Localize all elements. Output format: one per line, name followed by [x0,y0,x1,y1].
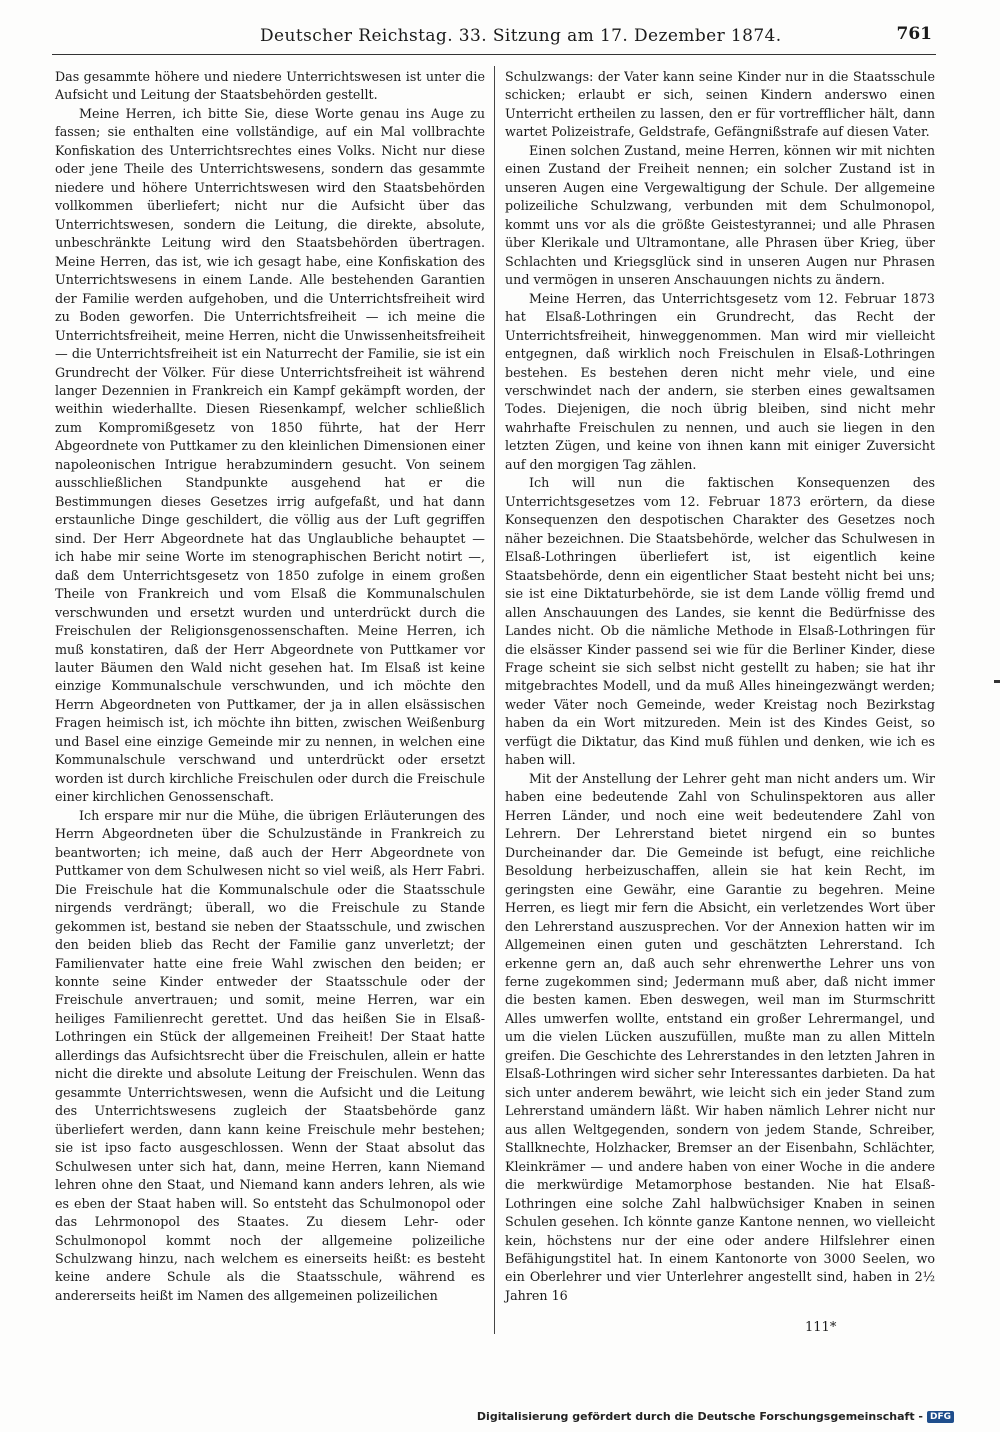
header-rule [52,54,936,55]
paragraph: Ich will nun die faktischen Konsequenzen des Unterrichtsgesetzes vom 12. Februar 1873 erörtern, da diese Konsequenzen den despotischen Charakter des Gesetzes noch näher bezeichnen. Die Staatsbehörde, welcher das Schulwesen in Elsaß-Lothringen überliefert ist, ist eigentlich keine Staatsbehörde, denn ein eigentlicher Staat besteht nicht bei uns; sie ist eine Diktaturbehörde, sie ist dem Lande völlig fremd und allen Anschauungen des Landes, sie kennt die Bedürfnisse des Landes nicht. Ob die nämliche Methode in Elsaß-Lothringen für die elsässer Kinder passend sei wie für die Berliner Kinder, diese Frage scheint sie sich selbst nicht gestellt zu haben; sie hat ihr mitgebrachtes Modell, und da muß Alles hineingezwängt werden; weder Väter noch Gemeinde, weder Kreistag noch Bezirkstag haben da ein Wort mitzureden. Mein ist des Kindes Geist, so verfügt die Diktatur, das Kind muß fühlen und denken, wie ich es haben will. [505,475,935,768]
paragraph: Mit der Anstellung der Lehrer geht man nicht anders um. Wir haben eine bedeutende Zahl von Schulinspektoren aus aller Herren Länder, und noch eine weit bedeutendere Zahl von Lehrern. Der Lehrerstand bietet nirgend ein so buntes Durcheinander dar. Die Gemeinde ist befugt, eine reichliche Besoldung herbeizuschaffen, allein sie hat kein Recht, im geringsten eine Gewähr, eine Garantie zu begehren. Meine Herren, es liegt mir fern die Absicht, ein verletzendes Wort über den Lehrerstand auszusprechen. Vor der Annexion hatten wir im Allgemeinen einen guten und geschätzten Lehrerstand. Ich erkenne gern an, daß auch sehr ehrenwerthe Lehrer uns von ferne zugekommen sind; Jedermann muß aber, daß nicht immer die besten kamen. Eben deswegen, weil man im Sturmschritt Alles umwerfen wollte, entstand ein großer Lehrermangel, und um die vielen Lücken auszufüllen, mußte man zu allen Mitteln greifen. Die Geschichte des Lehrerstandes in den letzten Jahren in Elsaß-Lothringen wird sicher sehr Interessantes darbieten. Da hat sich unter anderem bewährt, wie leicht sich ein jeder Stand zum Lehrerstand umändern läßt. Wir haben nämlich Lehrer nicht nur aus allen Weltgegenden, sondern von jedem Stande, Schreiber, Stallknechte, Holzhacker, Bremser an der Eisenbahn, Schlächter, Kleinkrämer — und andere haben von einer Woche in die andere die merkwürdige Metamorphose bestanden. Nie hat Elsaß-Lothringen eine solche Zahl halbwüchsiger Knaben in seinen Schulen gesehen. Ich könnte ganze Kantone nennen, wo vielleicht kein, höchstens nur der eine oder andere Hilfslehrer einen Befähigungstitel hat. In einem Kantonorte von 3000 Seelen, wo ein Oberlehrer und vier Unterlehrer angestellt sind, haben in 2½ Jahren 16 [505,770,935,1303]
dfg-logo: DFG [927,1411,954,1423]
header-title: Deutscher Reichstag. 33. Sitzung am 17. Dezember 1874. [260,26,782,46]
paragraph: Schulzwangs: der Vater kann seine Kinder nur in die Staatsschule schicken; erlaubt er sich, seinen Kindern anderswo einen Unterricht ertheilen zu lassen, den er für vortrefflicher hält, dann wartet Polizeistrafe, Geldstrafe, Gefängnißstrafe auf diesen Vater. [505,69,935,140]
paragraph: Einen solchen Zustand, meine Herren, können wir mit nichten einen Zustand der Freiheit nennen; ein solcher Zustand ist in unseren Augen eine Vergewaltigung der Schule. Der allgemeine polizeiliche Schulzwang, verbunden mit dem Schulmonopol, kommt uns vor als die größte Geistestyrannei; und alle Phrasen über Klerikale und Ultramontane, alle Phrasen über Krieg, über Schlachten und Kriegsglück sind in unseren Augen nur Phrasen und vermögen in unseren Anschauungen nichts zu ändern. [505,142,935,288]
page-number: 761 [896,24,932,44]
paragraph: Das gesammte höhere und niedere Unterrichtswesen ist unter die Aufsicht und Leitung der Staatsbehörden gestellt. [55,69,485,103]
left-column [55,68,485,1305]
paragraph: Meine Herren, das Unterrichtsgesetz vom 12. Februar 1873 hat Elsaß-Lothringen ein Grundrecht, das Recht der Unterrichtsfreiheit, hinweggenommen. Man wird mir vielleicht entgegnen, daß wirklich noch Freischulen in Elsaß-Lothringen bestehen. Es bestehen deren nicht mehr viele, und eine verschwindet nach der andern, sie sterben eines gewaltsamen Todes. Diejenigen, die noch übrig bleiben, sind nicht mehr wahrhafte Freischulen zu nennen, und auch sie liegen in den letzten Zügen, und keine von ihnen kann mit einiger Zuversicht auf den morgigen Tag zählen. [505,290,935,472]
paragraph: Ich erspare mir nur die Mühe, die übrigen Erläuterungen des Herrn Abgeordneten über die Schulzustände in Frankreich zu beantworten; ich meine, daß auch der Herr Abgeordnete von Puttkamer von dem Schulwesen nicht so viel weiß, als Herr Fabri. Die Freischule hat die Kommunalschule oder die Staatsschule nirgends verdrängt; überall, wo die Freischule zu Stande gekommen ist, bestand sie neben der Staatsschule, und zwischen den beiden blieb das Recht der Familie ganz unverletzt; der Familienvater hatte eine freie Wahl zwischen den beiden; er konnte seine Kinder entweder der Staatsschule oder der Freischule anvertrauen; und somit, meine Herren, war ein heiliges Familienrecht gerettet. Und das heißen Sie in Elsaß-Lothringen ein Stück der allgemeinen Freiheit! Der Staat hatte allerdings das Aufsichtsrecht über die Freischulen, allein er hatte nicht die direkte und absolute Leitung der Freischulen. Wenn das gesammte Unterrichtswesen, wenn die Aufsicht und die Leitung des Unterrichtswesens zugleich der Staatsbehörde ganz überliefert werden, dann kann keine Freischule mehr bestehen; sie ist ipso facto ausgeschlossen. Wenn der Staat absolut das Schulwesen unter sich hat, dann, meine Herren, kann Niemand lehren ohne den Staat, und Niemand kann anders lehren, als wie es eben der Staat haben will. So entsteht das Schulmonopol oder das Lehrmonopol des Staates. Zu diesem Lehr- oder Schulmonopol kommt noch der allgemeine polizeiliche Schulzwang hinzu, nach welchem es einerseits heißt: es besteht keine andere Schule als die Staatsschule, während es andererseits heißt im Namen des allgemeinen polizeilichen [55,807,485,1303]
digitization-footer [477,1410,954,1423]
signature-mark: 111* [805,1320,837,1335]
column-divider [494,66,495,1334]
page-header [60,22,940,50]
right-column [505,68,935,1305]
scan-edge-mark [994,680,1000,683]
paragraph: Meine Herren, ich bitte Sie, diese Worte genau ins Auge zu fassen; sie enthalten eine vollständige, auf ein Mal vollbrachte Konfiskation des Unterrichtsrechtes eines Volks. Nicht nur diese oder jene Theile des Unterrichtswesens, sondern das gesammte niedere und höhere Unterrichtswesen wird den Staatsbehörden vollkommen überliefert; nicht nur die Aufsicht über das Unterrichtswesen, sondern die Leitung, die direkte, absolute, unbeschränkte Leitung wird den Staatsbehörden übertragen. Meine Herren, das ist, wie ich gesagt habe, eine Konfiskation des Unterrichtswesens in einem Lande. Alle bestehenden Garantien der Familie werden aufgehoben, und die Unterrichtsfreiheit wird zu Boden geworfen. Die Unterrichtsfreiheit — ich meine die Unterrichtsfreiheit, meine Herren, nicht die Unwissenheitsfreiheit — die Unterrichtsfreiheit ist ein Naturrecht der Familie, sie ist ein Grundrecht der Völker. Für diese Unterrichtsfreiheit ist während langer Dezennien in Frankreich ein Kampf gekämpft worden, der weithin wiederhallte. Diesen Riesenkampf, welcher schließlich zum Kompromißgesetz von 1850 führte, hat der Herr Abgeordnete von Puttkamer zu den kleinlichen Dimensionen einer napoleonischen Intrigue herabzumindern gesucht. Von seinem ausschließlichen Standpunkte ausgehend hat er die Bestimmungen dieses Gesetzes irrig aufgefaßt, und hat dann erstaunliche Dinge geschildert, die völlig aus der Luft gegriffen sind. Der Herr Abgeordnete hat das Unglaubliche behauptet — ich habe mir seine Worte im stenographischen Bericht notirt —, daß dem Unterrichtsgesetz von 1850 zufolge in einem großen Theile von Frankreich und vom Elsaß die Kommunalschulen verschwunden und ersetzt wurden und unterdrückt durch die Freischulen der Religionsgenossenschaften. Meine Herren, ich muß konstatiren, daß der Herr Abgeordnete von Puttkamer vor lauter Bäumen den Wald nicht gesehen hat. Im Elsaß ist keine einzige Kommunalschule verschwunden, und ich möchte den Herrn Abgeordneten von Puttkamer, der ja in allen elsässischen Fragen heimisch ist, ich möchte ihn bitten, zwischen Weißenburg und Basel eine einzige Gemeinde mir zu nennen, in welchen eine Kommunalschule verschwand und unterdrückt oder ersetzt worden ist durch kirchliche Freischulen oder durch die Freischule einer kirchlichen Genossenschaft. [55,105,485,805]
footer-text: Digitalisierung gefördert durch die Deutsche Forschungsgemeinschaft - [476,1410,923,1423]
